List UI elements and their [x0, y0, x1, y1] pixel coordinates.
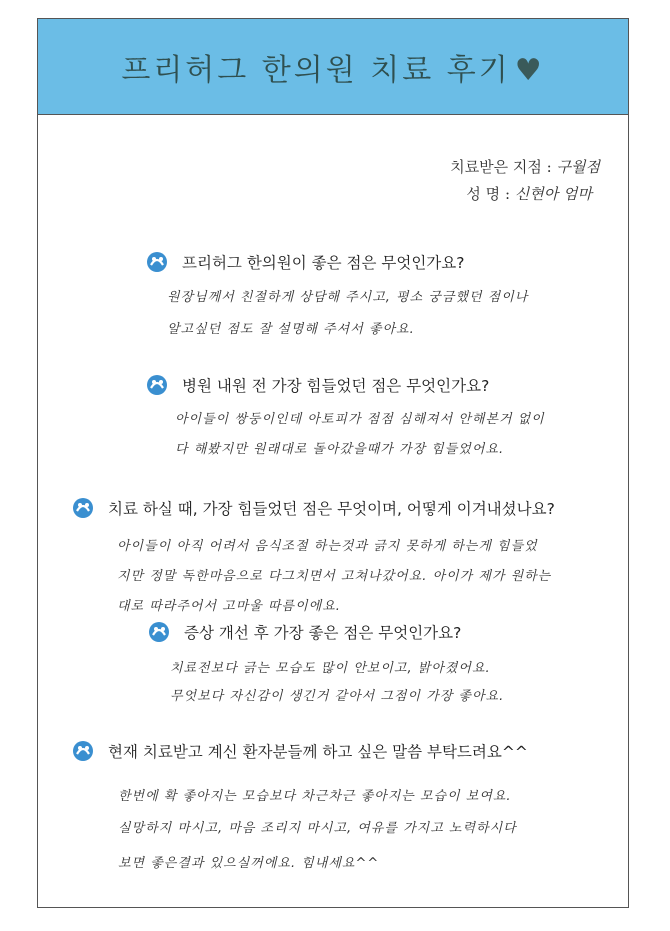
name-line	[466, 183, 592, 204]
question-3	[72, 497, 555, 519]
question-2	[146, 374, 489, 396]
title-banner	[38, 19, 628, 115]
answer-5-line-3: 보면 좋은결과 있으실꺼에요. 힘내세요^^	[118, 856, 380, 871]
branch-value: 구월점	[556, 158, 600, 176]
name-value: 신현아 엄마	[514, 185, 592, 203]
review-sheet	[37, 18, 629, 908]
hug-logo-icon	[72, 740, 98, 762]
answer-1-line-2: 알고싶던 점도 잘 설명해 주셔서 좋아요.	[167, 322, 415, 337]
answer-3-line-1: 아이들이 아직 어려서 음식조절 하는것과 긁지 못하게 하는게 힘들었	[117, 539, 538, 554]
page-title: 프리허그 한의원 치료 후기 ♥	[121, 52, 545, 88]
answer-3-line-3: 대로 따라주어서 고마울 따름이에요.	[117, 599, 341, 614]
question-1	[146, 251, 464, 273]
answer-2-line-2: 다 해봤지만 원래대로 돌아갔을때가 가장 힘들었어요.	[175, 442, 505, 457]
question-text: 증상 개선 후 가장 좋은 점은 무엇인가요?	[184, 624, 462, 642]
answer-5-line-1: 한번에 확 좋아지는 모습보다 차근차근 좋아지는 모습이 보여요.	[118, 789, 512, 804]
branch-line	[450, 156, 600, 177]
hug-logo-icon	[146, 374, 172, 396]
hug-logo-icon	[146, 251, 172, 273]
answer-5-line-2: 실망하지 마시고, 마음 조리지 마시고, 여유를 가지고 노력하시다	[118, 821, 517, 836]
answer-2-line-1: 아이들이 쌍둥이인데 아토피가 점점 심해져서 안해본거 없이	[175, 412, 545, 427]
hug-logo-icon	[72, 497, 98, 519]
heart-icon: ♥	[514, 52, 545, 88]
question-5	[72, 740, 528, 762]
question-text: 치료 하실 때, 가장 힘들었던 점은 무엇이며, 어떻게 이겨내셨나요?	[108, 500, 555, 518]
answer-3-line-2: 지만 정말 독한마음으로 다그치면서 고쳐나갔어요. 아이가 제가 원하는	[117, 569, 552, 584]
answer-4-line-1: 치료전보다 긁는 모습도 많이 안보이고, 밝아졌어요.	[170, 661, 491, 676]
answer-1-line-1: 원장님께서 친절하게 상담해 주시고, 평소 궁금했던 점이나	[167, 290, 529, 305]
question-text: 현재 치료받고 계신 환자분들께 하고 싶은 말씀 부탁드려요^^	[108, 743, 528, 761]
answer-4-line-2: 무엇보다 자신감이 생긴거 같아서 그점이 가장 좋아요.	[170, 689, 505, 704]
branch-label: 치료받은 지점 :	[450, 158, 552, 176]
question-text: 프리허그 한의원이 좋은 점은 무엇인가요?	[182, 254, 465, 272]
question-text: 병원 내원 전 가장 힘들었던 점은 무엇인가요?	[182, 377, 490, 395]
question-4	[148, 621, 461, 643]
name-label: 성 명 :	[466, 185, 510, 203]
hug-logo-icon	[148, 621, 174, 643]
